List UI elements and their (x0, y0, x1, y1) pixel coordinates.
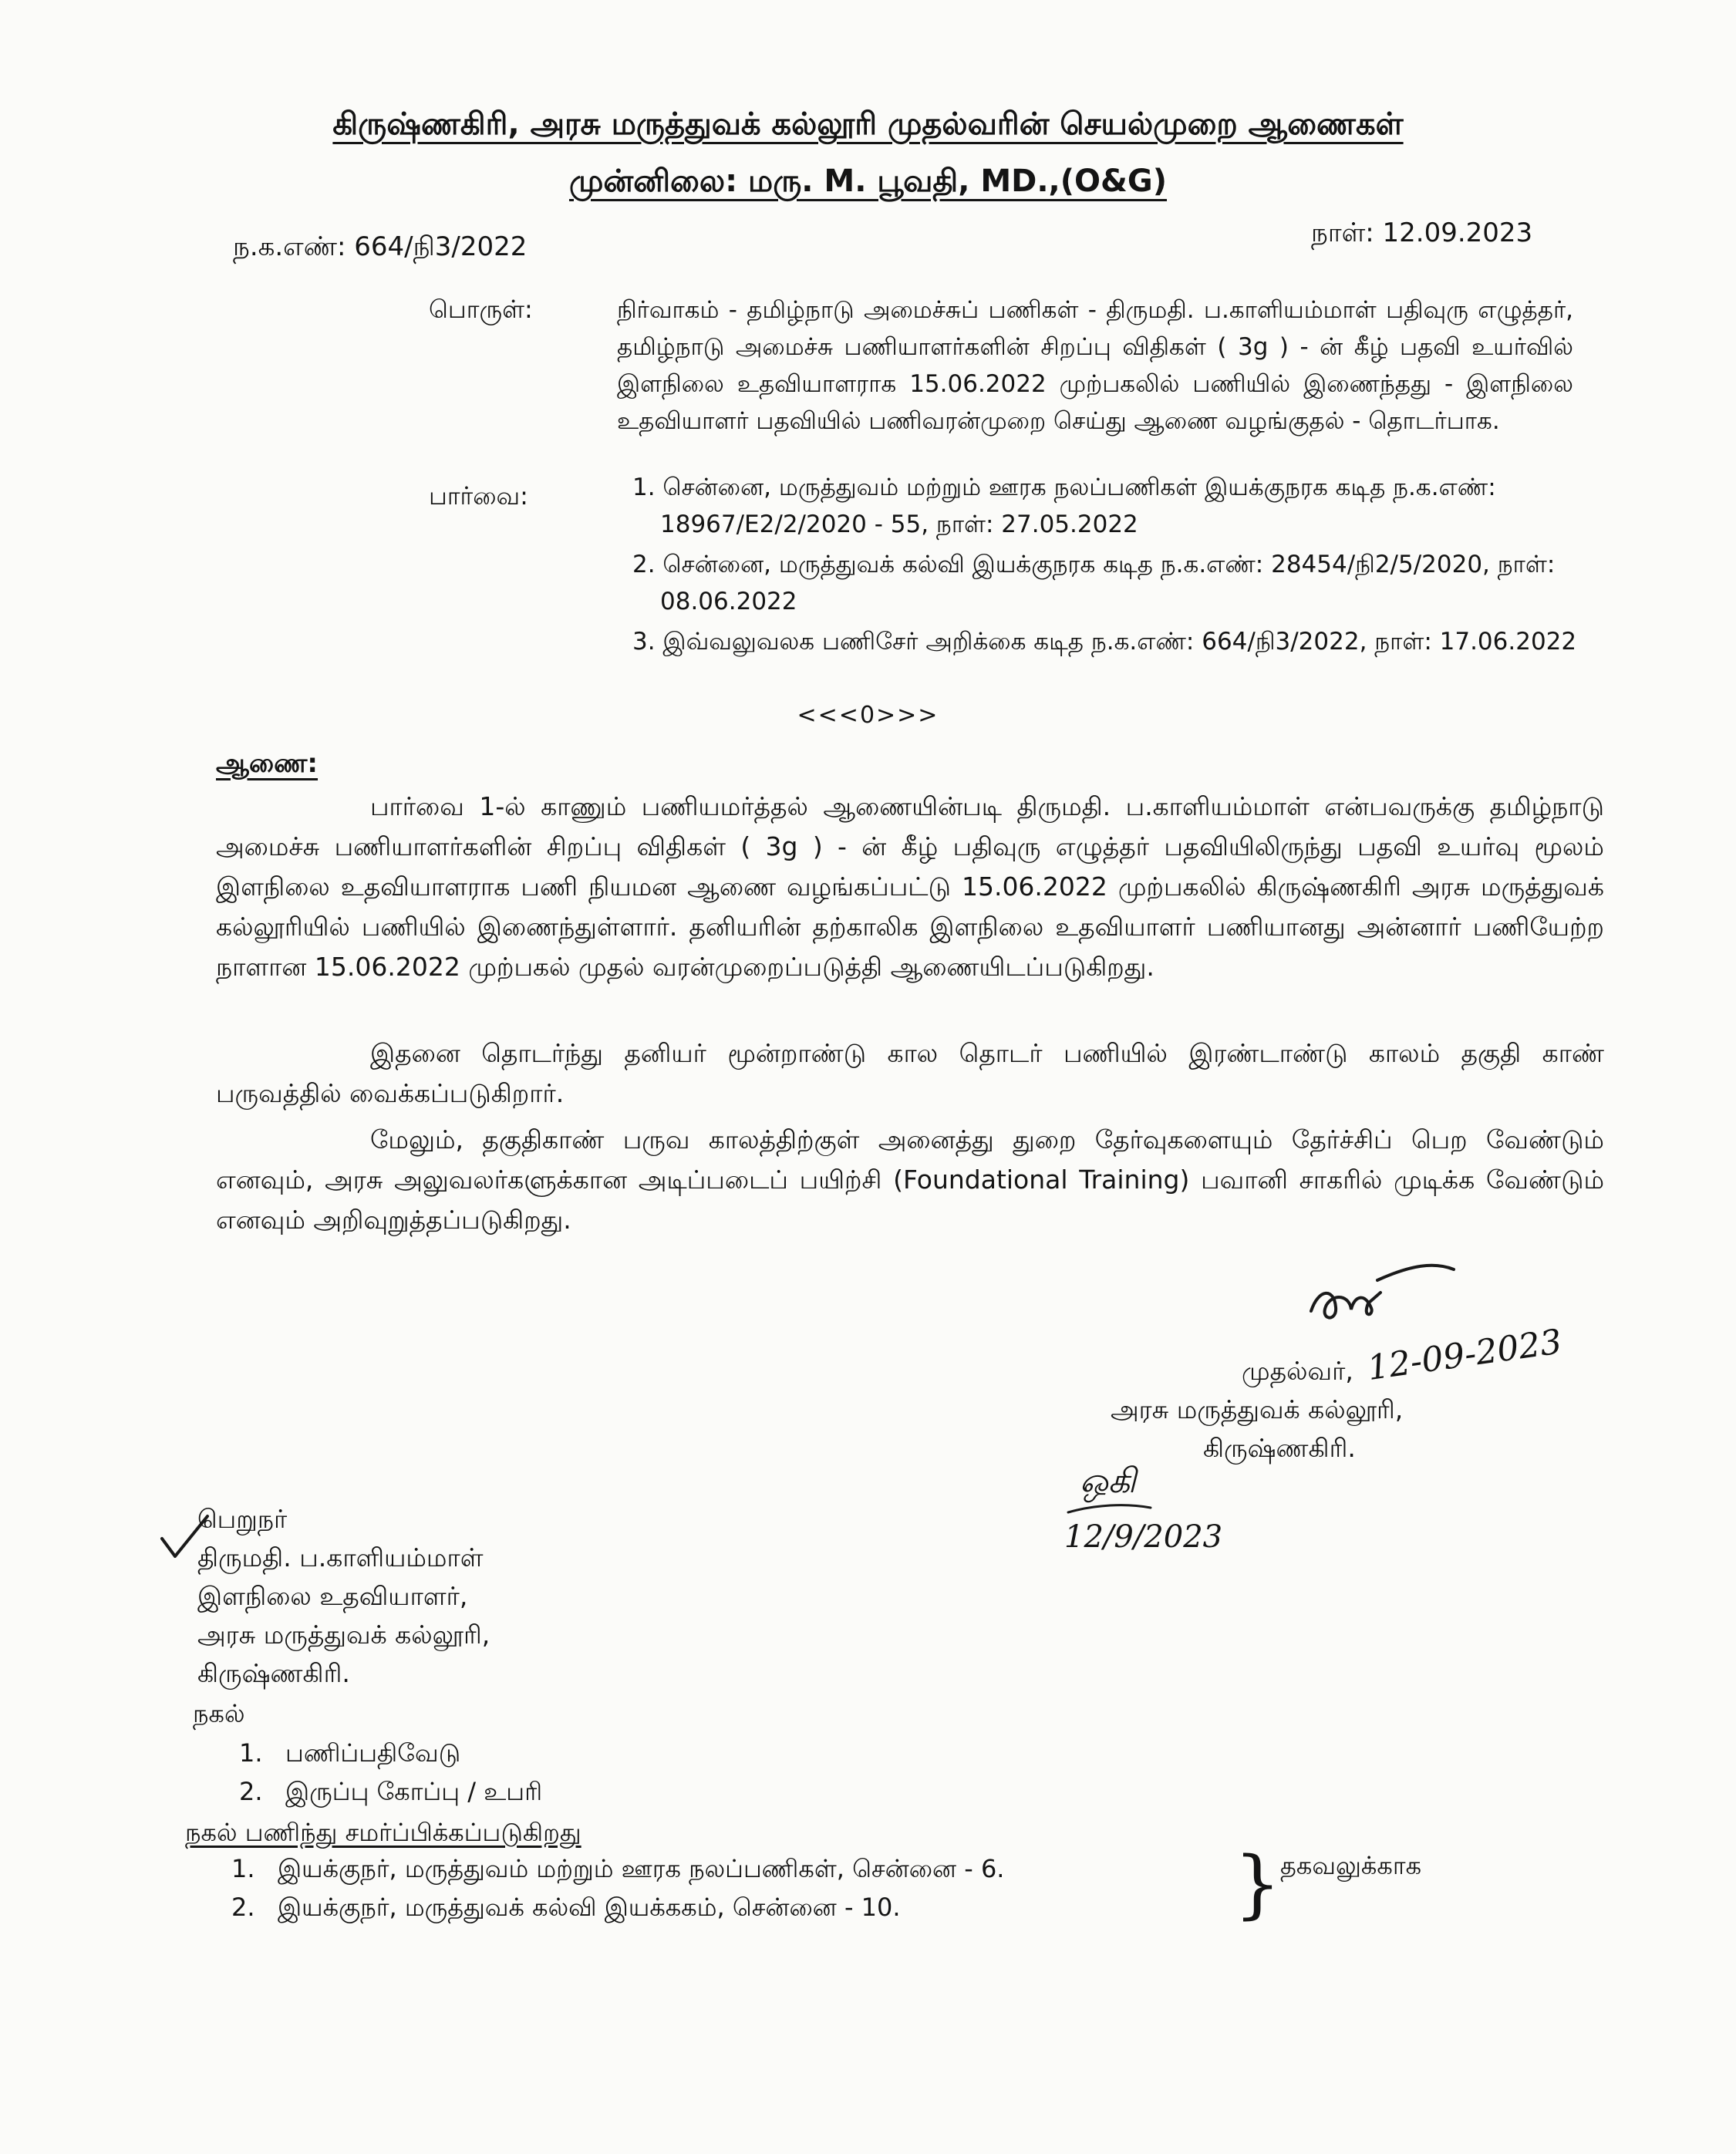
signature-icon (1303, 1265, 1458, 1334)
list-item (231, 1849, 1004, 1888)
signatory-place: கிருஷ்ணகிரி. (1203, 1433, 1356, 1463)
recipient-line: திருமதி. ப.காளியம்மாள் (197, 1542, 484, 1573)
order-heading: ஆணை: (216, 748, 319, 779)
section-separator: <<<0>>> (797, 702, 939, 729)
item-text: இயக்குநர், மருத்துவக் கல்வி இயக்ககம், சென்னை - 10. (278, 1893, 901, 1922)
item-number: 2. (231, 1893, 255, 1922)
list-item (239, 1772, 542, 1811)
initials-underline-icon (1064, 1502, 1157, 1517)
reference-item: 2. சென்னை, மருத்துவக் கல்வி இயக்குநரக கடித ந.க.எண்: 28454/நி2/5/2020, நாள்: 08.06.2022 (632, 551, 1556, 615)
order-paragraph: இதனை தொடர்ந்து தனியர் மூன்றாண்டு கால தொடர் பணியில் இரண்டாண்டு காலம் தகுதி காண் பருவத்தில் வைக்கப்படுகிறார். (216, 1038, 1604, 1108)
reference-item: 3. இவ்வலுவலக பணிசேர் அறிக்கை கடித ந.க.எண்: 664/நி3/2022, நாள்: 17.06.2022 (632, 628, 1577, 656)
subject-label: பொருள்: (429, 295, 533, 324)
recipient-line: இளநிலை உதவியாளர், (197, 1581, 468, 1611)
item-number: 1. (239, 1738, 263, 1768)
item-text: இருப்பு கோப்பு / உபரி (285, 1777, 543, 1806)
item-text: பணிப்பதிவேடு (285, 1738, 461, 1768)
initials-mark: ஒகி (1080, 1461, 1136, 1501)
copy-list (239, 1734, 542, 1811)
item-text: இயக்குநர், மருத்துவம் மற்றும் ஊரக நலப்பணிகள், சென்னை - 6. (278, 1854, 1005, 1883)
forward-note: தகவலுக்காக (1280, 1851, 1422, 1880)
presence-line: முன்னிலை: மரு. M. பூவதி, MD.,(O&G) (568, 163, 1168, 199)
order-paragraph: மேலும், தகுதிகாண் பருவ காலத்திற்குள் அனைத்து துறை தேர்வுகளையும் தேர்ச்சிப் பெற வேண்டும் எனவும், அரசு அலுவலர்களுக்கான அடிப்படைப் பயிற்சி (Foundational Training) பவானி சாகரில் முடிக்க வேண்டும் எனவும் அறிவுறுத்தப்படுகிறது. (216, 1124, 1604, 1235)
list-item (231, 1888, 1004, 1926)
signatory-block (1111, 1322, 1566, 1468)
forward-heading: நகல் பணிந்து சமர்ப்பிக்கப்படுகிறது (185, 1818, 581, 1847)
initials-date: 12/9/2023 (1064, 1519, 1223, 1555)
list-item (239, 1734, 542, 1772)
signatory-institution: அரசு மருத்துவக் கல்லூரி, (1111, 1394, 1404, 1424)
recipient-line: கிருஷ்ணகிரி. (197, 1658, 350, 1688)
document-title: கிருஷ்ணகிரி, அரசு மருத்துவக் கல்லூரி முதல்வரின் செயல்முறை ஆணைகள் (332, 106, 1404, 142)
subject-text: நிர்வாகம் - தமிழ்நாடு அமைச்சுப் பணிகள் - திருமதி. ப.காளியம்மாள் பதிவுரு எழுத்தர், தமிழ்நாடு அமைச்சு பணியாளர்களின் சிறப்பு விதிகள் ( 3g ) - ன் கீழ் பதவி உயர்வில் இளநிலை உதவியாளராக 15.06.2022 முற்பகலில் பணியில் இணைந்தது - இளநிலை உதவியாளர் பதவியில் பணிவரன்முறை செய்து ஆணை வழங்குதல் - தொடர்பாக. (617, 296, 1573, 435)
recipient-heading: பெறுநர் (197, 1504, 288, 1534)
forward-list (231, 1849, 1004, 1926)
reference-number: ந.க.எண்: 664/நி3/2022 (233, 231, 528, 262)
recipient-line: அரசு மருத்துவக் கல்லூரி, (197, 1620, 490, 1650)
recipient-block (197, 1500, 490, 1693)
document-date: நாள்: 12.09.2023 (1311, 217, 1533, 248)
initials-block (1064, 1461, 1222, 1555)
reference-item: 1. சென்னை, மருத்துவம் மற்றும் ஊரக நலப்பணிகள் இயக்குநரக கடித ந.க.எண்: 18967/E2/2/2020 - 55, நாள்: 27.05.2022 (632, 474, 1496, 538)
item-number: 2. (239, 1777, 263, 1806)
references-list (617, 469, 1589, 663)
copy-heading: நகல் (193, 1699, 245, 1728)
signature-date-handwritten: 12-09-2023 (1365, 1322, 1565, 1388)
brace-icon: } (1234, 1841, 1282, 1927)
signatory-title: முதல்வர், (1242, 1356, 1353, 1386)
references-label: பார்வை: (429, 481, 528, 511)
item-number: 1. (231, 1854, 255, 1883)
order-paragraph: பார்வை 1-ல் காணும் பணியமர்த்தல் ஆணையின்படி திருமதி. ப.காளியம்மாள் என்பவருக்கு தமிழ்நாடு அமைச்சு பணியாளர்களின் சிறப்பு விதிகள் ( 3g ) - ன் கீழ் பதிவுரு எழுத்தர் பதவியிலிருந்து பதவி உயர்வு மூலம் இளநிலை உதவியாளராக பணி நியமன ஆணை வழங்கப்பட்டு 15.06.2022 முற்பகலில் கிருஷ்ணகிரி அரசு மருத்துவக் கல்லூரியில் பணியில் இணைந்துள்ளார். தனியரின் தற்காலிக இளநிலை உதவியாளர் பணியானது அன்னார் பணியேற்ற நாளான 15.06.2022 முற்பகல் முதல் வரன்முறைப்படுத்தி ஆணையிடப்படுகிறது. (216, 791, 1604, 982)
